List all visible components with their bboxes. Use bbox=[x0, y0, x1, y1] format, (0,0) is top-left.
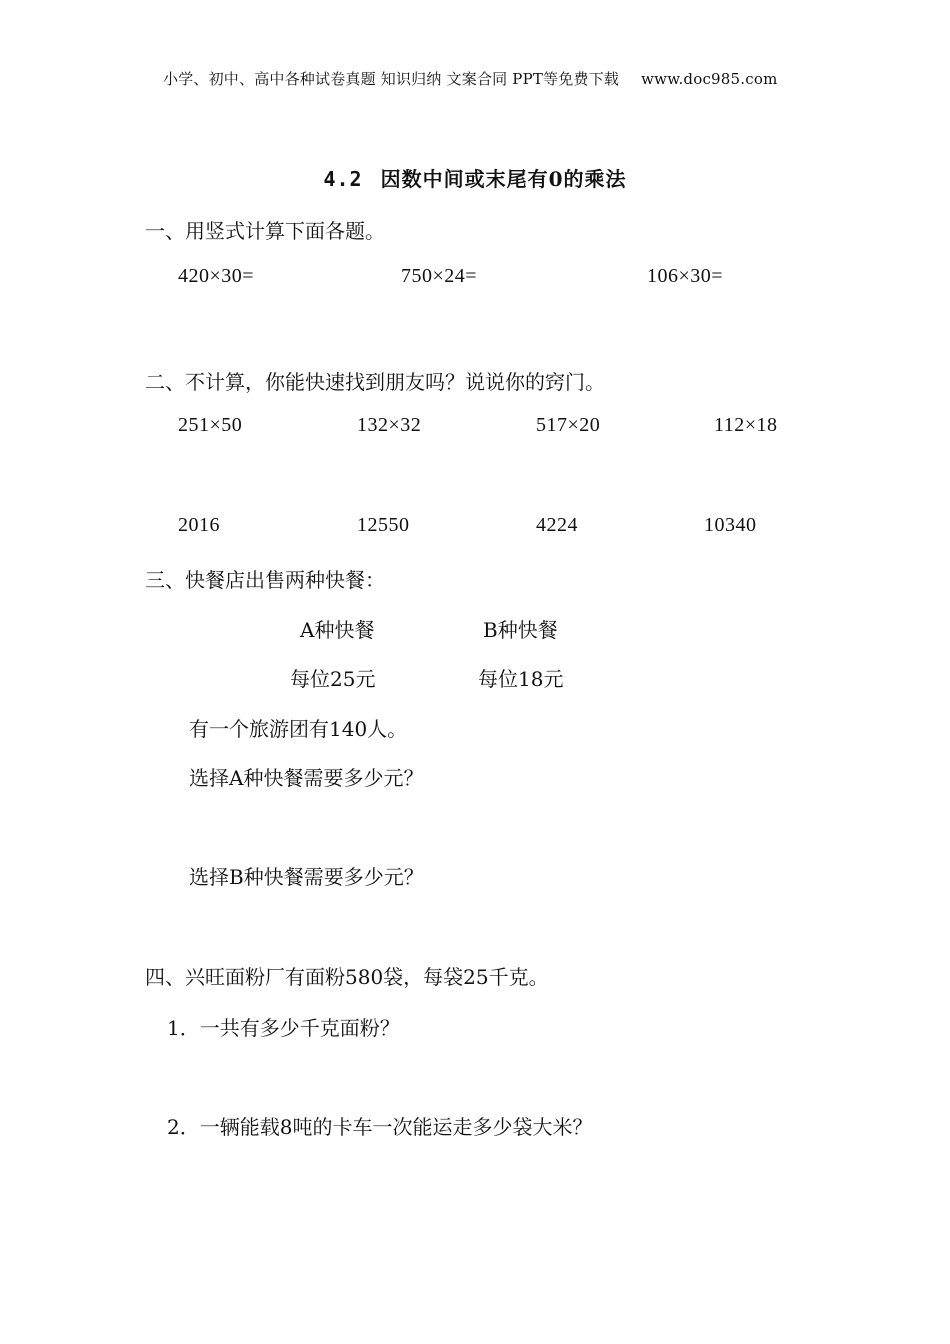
section2-answer-2: 12550 bbox=[357, 514, 410, 536]
section1-problem-2: 750×24= bbox=[401, 265, 478, 287]
section3-intro: 有一个旅游团有140人。 bbox=[189, 717, 408, 741]
section4-question-1: 1．一共有多少千克面粉？ bbox=[167, 1016, 400, 1040]
meal-a-name: A种快餐 bbox=[300, 618, 375, 642]
header-site-link[interactable]: www.doc985.com bbox=[641, 70, 778, 88]
header-banner-text: 小学、初中、高中各种试卷真题 知识归纳 文案合同 PPT等免费下载 bbox=[163, 70, 620, 88]
header-banner bbox=[163, 68, 778, 89]
page-title bbox=[0, 163, 950, 192]
section1-problem-3: 106×30= bbox=[647, 265, 724, 287]
meal-a-price: 每位25元 bbox=[290, 667, 376, 691]
section3-question-2: 选择B种快餐需要多少元？ bbox=[189, 865, 424, 889]
meal-b-name: B种快餐 bbox=[483, 618, 558, 642]
section2-expression-1: 251×50 bbox=[178, 414, 243, 436]
section1-heading: 一、用竖式计算下面各题。 bbox=[145, 219, 385, 243]
section2-answer-3: 4224 bbox=[536, 514, 578, 536]
title-text: 因数中间或末尾有0的乘法 bbox=[380, 167, 627, 191]
section2-expression-2: 132×32 bbox=[357, 414, 422, 436]
section2-answer-1: 2016 bbox=[178, 514, 220, 536]
section3-heading: 三、快餐店出售两种快餐： bbox=[145, 568, 385, 592]
section1-problem-1: 420×30= bbox=[178, 265, 255, 287]
section2-answer-4: 10340 bbox=[704, 514, 757, 536]
section2-expression-3: 517×20 bbox=[536, 414, 601, 436]
section4-heading: 四、兴旺面粉厂有面粉580袋，每袋25千克。 bbox=[145, 965, 549, 989]
title-number: 4.2 bbox=[323, 167, 363, 191]
section2-heading: 二、不计算，你能快速找到朋友吗？说说你的窍门。 bbox=[145, 370, 605, 394]
section4-question-2: 2．一辆能载8吨的卡车一次能运走多少袋大米？ bbox=[167, 1115, 593, 1139]
section2-expression-4: 112×18 bbox=[714, 414, 778, 436]
section3-question-1: 选择A种快餐需要多少元？ bbox=[189, 766, 424, 790]
meal-b-price: 每位18元 bbox=[478, 667, 564, 691]
